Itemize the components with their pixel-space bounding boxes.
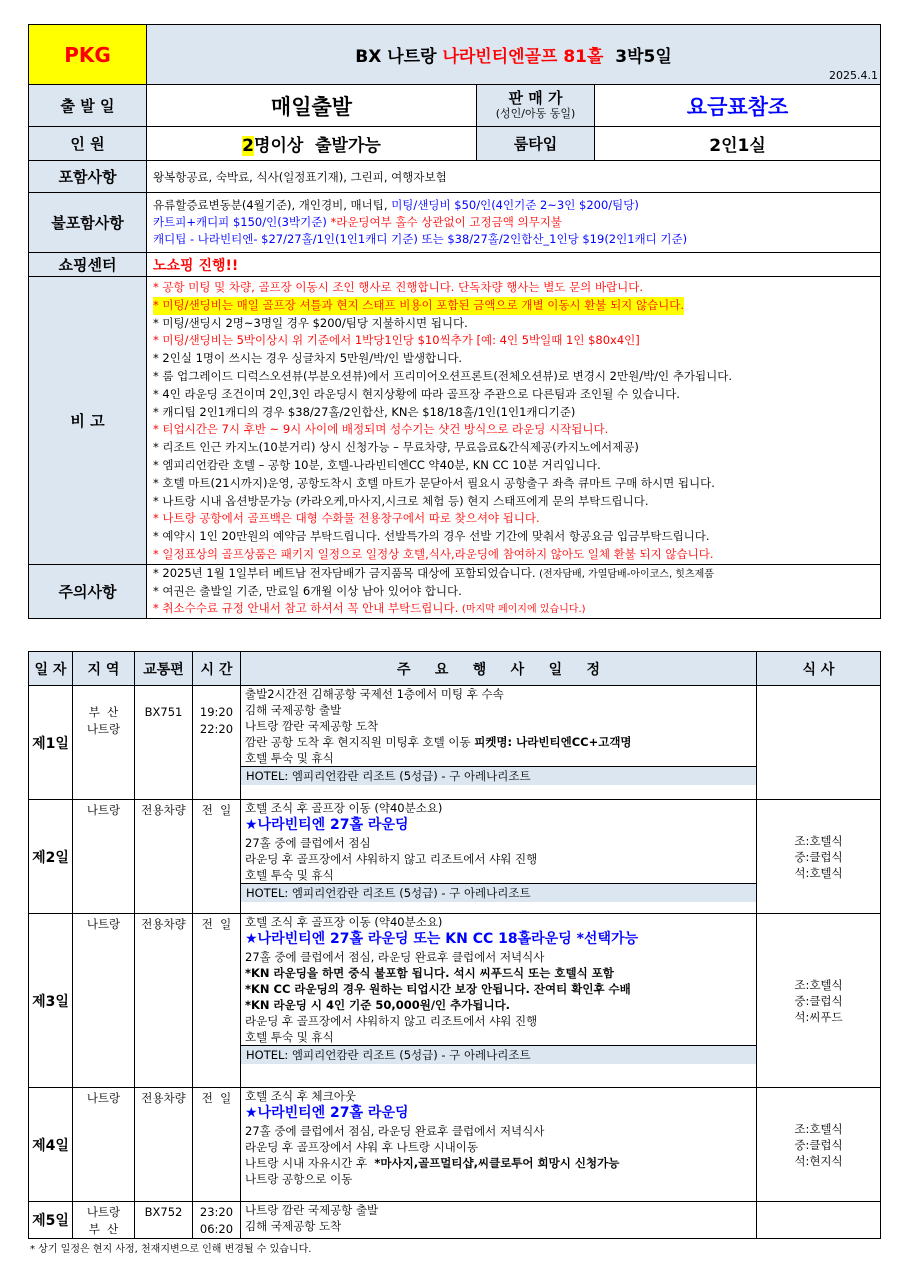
meal-cell <box>757 914 881 1088</box>
region-name: 나트랑 <box>86 1091 121 1105</box>
schedule-cell <box>241 1088 757 1202</box>
caution-line-3 <box>153 600 880 618</box>
schedule-line <box>245 1202 756 1218</box>
remark-line: * 일정표상의 골프상품은 패키지 일정으로 일정상 호텔,식사,라운딩에 참여하지 않아도 일체 환불 되지 않습니다. <box>153 546 714 561</box>
meal-item: 석:호텔식 <box>794 865 843 880</box>
shopping-label: 쇼핑센터 <box>29 253 147 277</box>
remark-line: * 나트랑 시내 옵션방문가능 (카라오케,마사지,시크로 체험 등) 현지 스태프에게 문의 부탁드립니다. <box>153 493 649 508</box>
region-cell <box>73 800 135 914</box>
remark-line: * 룸 업그레이드 디럭스오션뷰(부분오션뷰)에서 프리미어오션프론트(전체오션뷰)로 변경시 2만원/박/인 추가됩니다. <box>153 368 733 383</box>
remark-line: * 호텔 마트(21시까지)운영, 공항도착시 호텔 마트가 문닫아서 필요시 공항출구 좌측 큐마트 구매 하시면 됩니다. <box>153 475 715 490</box>
transport-cell: BX751 <box>135 686 193 800</box>
time-value: 19:20 <box>199 705 234 719</box>
schedule-text: 27홀 중에 클럽에서 점심, 라운딩 완료후 클럽에서 저녁식사 <box>245 1124 545 1138</box>
schedule-line <box>245 1123 756 1139</box>
schedule-line <box>245 1171 756 1187</box>
package-info-table <box>28 24 881 619</box>
day-label: 제5일 <box>29 1202 73 1239</box>
schedule-bold-text: *KN CC 라운딩의 경우 원하는 티업시간 보장 안됩니다. 잔여티 확인후 수배 <box>245 982 631 996</box>
meal-item: 조:호텔식 <box>794 1121 843 1136</box>
room-label: 룸타입 <box>477 127 595 161</box>
schedule-text: 27홀 중에 클럽에서 점심 <box>245 836 371 850</box>
schedule-text: 27홀 중에 클럽에서 점심, 라운딩 완료후 클럽에서 저녁식사 <box>245 950 545 964</box>
hotel-line: HOTEL: 엠피리언캄란 리조트 (5성급) - 구 아레나리조트 <box>241 883 756 902</box>
region-name: 나트랑 <box>86 803 121 817</box>
remark-line: * 리조트 인근 카지노(10분거리) 상시 신청가능 – 무료차량, 무료음료&간식제공(카지노에서제공) <box>153 440 639 455</box>
room-value: 2인1실 <box>595 127 881 161</box>
remark-line: * 4인 라운딩 조건이며 2인,3인 라운딩시 현지상황에 따라 골프장 주관으로 다른팀과 조인될 수 있습니다. <box>153 386 680 401</box>
excluded-line-2-fee: 카트피+캐디피 $150/인(3박기준) <box>153 215 331 229</box>
schedule-text: 호텔 조식 후 골프장 이동 (약40분소요) <box>245 801 443 815</box>
header-transport: 교통편 <box>135 652 193 686</box>
transport-cell: 전용차량 <box>135 914 193 1088</box>
meal-cell <box>757 800 881 914</box>
itinerary-row-day-5 <box>29 1202 881 1239</box>
schedule-text: 나트랑 시내 자유시간 후 <box>245 1156 375 1170</box>
title-prefix: BX 나트랑 <box>355 47 443 67</box>
region-name: 나트랑 <box>86 722 121 736</box>
schedule-line <box>245 1218 756 1234</box>
price-label: 판 매 가 <box>508 88 563 107</box>
schedule-text: 나트랑 공항으로 이동 <box>245 1172 353 1186</box>
day-label: 제1일 <box>29 686 73 800</box>
schedule-line <box>245 1029 756 1045</box>
itinerary-table <box>28 651 881 1239</box>
time-cell <box>193 800 241 914</box>
day-label: 제3일 <box>29 914 73 1088</box>
caution-line-1 <box>153 565 880 583</box>
day-label: 제4일 <box>29 1088 73 1202</box>
header-meal: 식 사 <box>757 652 881 686</box>
remark-line: * 미팅/샌딩비는 5박이상시 위 기준에서 1박당1인당 $10씩추가 [예: 4인 5박일때 1인 $80x4인] <box>153 333 640 348</box>
price-value: 요금표참조 <box>595 85 881 127</box>
schedule-line <box>245 686 756 702</box>
region-name: 부 산 <box>88 705 119 719</box>
itinerary-row-day-3 <box>29 914 881 1088</box>
region-name: 나트랑 <box>86 1205 121 1219</box>
caution-line-3-small: (마지막 페이지에 있습니다.) <box>461 603 586 615</box>
region-name: 부 산 <box>88 1222 119 1236</box>
schedule-cell <box>241 800 757 914</box>
itinerary-header-row <box>29 652 881 686</box>
header-day: 일 자 <box>29 652 73 686</box>
header-time: 시 간 <box>193 652 241 686</box>
people-value <box>147 127 477 161</box>
schedule-text: 나트랑 깜란 국제공항 도착 <box>245 719 379 733</box>
schedule-line <box>245 997 756 1013</box>
remark-line: * 엠피리언캄란 호텔 – 공항 10분, 호텔-나라빈티엔CC 약40분, KN CC 10분 거리입니다. <box>153 457 601 472</box>
time-cell <box>193 914 241 1088</box>
itinerary-days <box>29 686 881 1239</box>
meal-item: 조:호텔식 <box>794 977 843 992</box>
title-suffix: 3박5일 <box>603 47 672 67</box>
schedule-line: ★나라빈티엔 27홀 라운딩 <box>245 1105 409 1121</box>
caution-line-3-main: * 취소수수료 규정 안내서 참고 하셔서 꼭 안내 부탁드립니다. <box>153 600 462 615</box>
excluded-line-1 <box>153 197 880 214</box>
schedule-line <box>245 750 756 766</box>
schedule-cell <box>241 686 757 800</box>
meal-item: 조:호텔식 <box>794 833 843 848</box>
hotel-line: HOTEL: 엠피리언캄란 리조트 (5성급) - 구 아레나리조트 <box>241 1045 756 1064</box>
schedule-line <box>245 965 756 981</box>
price-label-cell <box>477 85 595 127</box>
remark-line: * 미팅/샌딩비는 매일 골프장 셔틀과 현지 스태프 비용이 포함된 금액으로 개별 이동시 환불 되지 않습니다. <box>153 297 684 315</box>
shopping-value: 노쇼핑 진행!! <box>147 253 881 277</box>
included-label: 포함사항 <box>29 161 147 193</box>
remark-line: * 캐디팁 2인1캐디의 경우 $38/27홀/2인합산, KN은 $18/18홀/1인(1인1캐디기준) <box>153 404 576 419</box>
caution-line-1-main: * 2025년 1월 1일부터 베트남 전자담배가 금지품목 대상에 포함되었습니다. <box>153 565 540 580</box>
remarks-lines <box>153 279 880 564</box>
people-count: 2 <box>242 136 255 156</box>
schedule-line <box>245 734 756 750</box>
people-label: 인 원 <box>29 127 147 161</box>
people-value-rest: 명이상 출발가능 <box>254 136 381 156</box>
schedule-line <box>245 702 756 718</box>
schedule-line <box>245 1139 756 1155</box>
schedule-bold-text: *KN 라운딩을 하면 중식 불포함 됩니다. 석시 씨푸드식 또는 호텔식 포함 <box>245 966 614 980</box>
time-value: 23:20 <box>199 1205 234 1219</box>
schedule-cell <box>241 1202 757 1239</box>
schedule-line <box>245 981 756 997</box>
header-main-schedule: 주 요 행 사 일 정 <box>241 652 757 686</box>
document-date: 2025.4.1 <box>829 69 879 82</box>
schedule-line <box>245 851 756 867</box>
schedule-text: 나트랑 깜란 국제공항 출발 <box>245 1203 379 1217</box>
schedule-text: 호텔 투숙 및 휴식 <box>245 868 334 882</box>
title-highlight: 나라빈티엔골프 81홀 <box>442 47 604 67</box>
included-text: 왕복항공료, 숙박료, 식사(일정표기재), 그린피, 여행자보험 <box>147 161 881 193</box>
schedule-line <box>245 914 756 930</box>
schedule-line <box>245 1155 756 1171</box>
caution-text <box>147 564 881 618</box>
remark-line: * 미팅/샌딩시 2명~3명일 경우 $200/팀당 지불하시면 됩니다. <box>153 315 468 330</box>
schedule-line: ★나라빈티엔 27홀 라운딩 또는 KN CC 18홀라운딩 *선택가능 <box>245 931 639 947</box>
caution-label: 주의사항 <box>29 564 147 618</box>
schedule-line <box>245 718 756 734</box>
departure-label: 출 발 일 <box>29 85 147 127</box>
schedule-text: 호텔 투숙 및 휴식 <box>245 1030 334 1044</box>
meal-cell <box>757 1088 881 1202</box>
schedule-line <box>245 800 756 816</box>
time-cell <box>193 1088 241 1202</box>
excluded-text <box>147 193 881 253</box>
remarks-label: 비 고 <box>29 277 147 565</box>
footnote: * 상기 일정은 현지 사정, 천재지변으로 인해 변경될 수 있습니다. <box>30 1244 312 1255</box>
schedule-line <box>245 1088 756 1104</box>
schedule-text: 호텔 조식 후 골프장 이동 (약40분소요) <box>245 915 443 929</box>
region-cell <box>73 1202 135 1239</box>
time-cell <box>193 1202 241 1239</box>
excluded-line-3: 캐디팁 - 나라빈티엔- $27/27홀/1인(1인1캐디 기준) 또는 $38/27홀/2인합산_1인당 $19(2인1캐디 기준) <box>153 232 688 246</box>
region-cell <box>73 914 135 1088</box>
time-value: 전 일 <box>201 917 232 931</box>
remark-line: * 예약시 1인 20만원의 예약금 부탁드립니다. 선발특가의 경우 선발 기간에 맞춰서 항공요금 입금부탁드립니다. <box>153 529 710 544</box>
schedule-line <box>245 867 756 883</box>
region-cell <box>73 1088 135 1202</box>
schedule-text: 김해 국제공항 도착 <box>245 1219 342 1233</box>
time-value: 06:20 <box>199 1222 234 1236</box>
meal-item: 석:씨푸드 <box>794 1009 843 1024</box>
meal-item: 중:클럽식 <box>794 993 843 1008</box>
schedule-text: 호텔 조식 후 체크아웃 <box>245 1089 356 1103</box>
schedule-line <box>245 835 756 851</box>
excluded-line-1-main: 유류할증료변동분(4월기준), 개인경비, 매너팁, <box>153 198 392 212</box>
caution-line-2: * 여권은 출발일 기준, 만료일 6개월 이상 남아 있어야 합니다. <box>153 583 462 598</box>
schedule-text: 출발2시간전 김해공항 국제선 1층에서 미팅 후 수속 <box>245 687 504 701</box>
schedule-line <box>245 949 756 965</box>
schedule-text: 깜란 공항 도착 후 현지직원 미팅후 호텔 이동 <box>245 735 475 749</box>
excluded-label: 불포함사항 <box>29 193 147 253</box>
transport-cell: 전용차량 <box>135 800 193 914</box>
remark-line: * 티업시간은 7시 후반 ~ 9시 사이에 배정되며 성수기는 샷건 방식으로 라운딩 시작됩니다. <box>153 422 609 437</box>
itinerary-row-day-4 <box>29 1088 881 1202</box>
meal-cell <box>757 686 881 800</box>
remarks-list <box>147 277 881 565</box>
remark-line: * 공항 미팅 및 차량, 골프장 이동시 조인 행사로 진행합니다. 단독차량 행사는 별도 문의 바랍니다. <box>153 280 644 294</box>
excluded-line-2-note: *라운딩여부 홀수 상관없이 고정금액 의무지불 <box>330 215 562 229</box>
package-title <box>147 25 881 85</box>
meal-item: 석:현지식 <box>794 1153 843 1168</box>
excluded-line-1-fee: 미팅/샌딩비 $50/인(4인기준 2~3인 $200/팀당) <box>391 198 639 212</box>
time-cell <box>193 686 241 800</box>
itinerary-row-day-1 <box>29 686 881 800</box>
schedule-line: ★나라빈티엔 27홀 라운딩 <box>245 817 409 833</box>
meal-item: 중:클럽식 <box>794 849 843 864</box>
excluded-line-2 <box>153 214 880 231</box>
schedule-text: 라운딩 후 골프장에서 샤워하지 않고 리조트에서 샤워 진행 <box>245 852 538 866</box>
price-sublabel: (성인/아동 동일) <box>495 106 576 120</box>
transport-cell: BX752 <box>135 1202 193 1239</box>
time-value: 전 일 <box>201 803 232 817</box>
schedule-bold-text: *KN 라운딩 시 4인 기준 50,000원/인 추가됩니다. <box>245 998 511 1012</box>
time-value: 22:20 <box>199 722 234 736</box>
meal-item: 중:클럽식 <box>794 1137 843 1152</box>
meal-cell <box>757 1202 881 1239</box>
schedule-bold-text: 피켓명: 나라빈티엔CC+고객명 <box>474 735 632 749</box>
day-label: 제2일 <box>29 800 73 914</box>
schedule-text: 라운딩 후 골프장에서 샤워하지 않고 리조트에서 샤워 진행 <box>245 1014 538 1028</box>
schedule-bold-text: *마사지,골프멀티샵,씨클로투어 희망시 신청가능 <box>374 1156 620 1170</box>
remark-line: * 2인실 1명이 쓰시는 경우 싱글차지 5만원/박/인 발생합니다. <box>153 351 463 366</box>
caution-line-1-small: (전자담배, 가열담배-아이코스, 힛츠제품 <box>539 568 714 580</box>
schedule-text: 김해 국제공항 출발 <box>245 703 342 717</box>
schedule-cell <box>241 914 757 1088</box>
region-name: 나트랑 <box>86 917 121 931</box>
time-value: 전 일 <box>201 1091 232 1105</box>
schedule-text: 호텔 투숙 및 휴식 <box>245 751 334 765</box>
departure-value: 매일출발 <box>147 85 477 127</box>
header-region: 지 역 <box>73 652 135 686</box>
transport-cell: 전용차량 <box>135 1088 193 1202</box>
remark-line: * 나트랑 공항에서 골프백은 대형 수화물 전용창구에서 따로 찾으셔야 됩니다. <box>153 511 540 526</box>
region-cell <box>73 686 135 800</box>
schedule-text: 라운딩 후 골프장에서 샤워 후 나트랑 시내이동 <box>245 1140 479 1154</box>
hotel-line: HOTEL: 엠피리언캄란 리조트 (5성급) - 구 아레나리조트 <box>241 766 756 785</box>
schedule-line <box>245 1013 756 1029</box>
itinerary-row-day-2 <box>29 800 881 914</box>
pkg-label: PKG <box>29 25 147 85</box>
